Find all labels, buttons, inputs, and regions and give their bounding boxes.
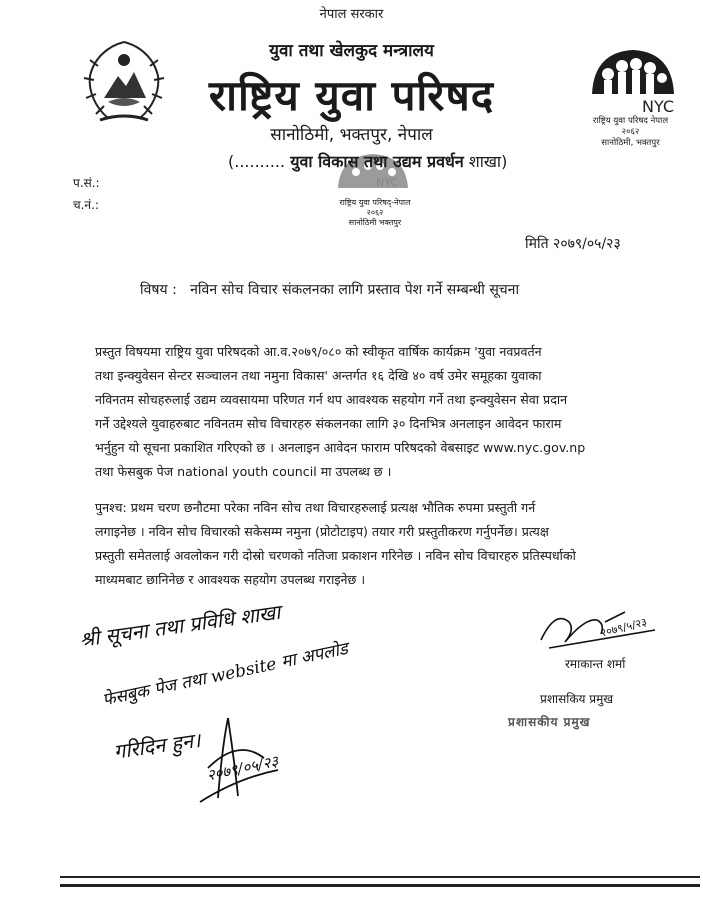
footer-rule-bottom xyxy=(60,884,700,887)
organization-title: राष्ट्रिय युवा परिषद xyxy=(208,71,495,120)
branch-prefix: (.......... xyxy=(228,152,286,171)
paragraph-line: नविनतम सोचहरुलाई उद्यम व्यवसायमा परिणत गर्न थप आवश्यक सहयोग गर्ने तथा इन्क्युवेसन सेवा प्रदान xyxy=(95,392,568,407)
handwritten-note-line2: फेसबुक पेज तथा website मा अपलोड xyxy=(100,638,350,711)
paragraph-line: प्रस्तुत विषयमा राष्ट्रिय युवा परिषदको आ.व.२०७९/०८० को स्वीकृत वार्षिक कार्यक्रम 'युवा नवप्रवर्तन xyxy=(95,344,542,359)
signatory-title-stamp: प्रशासकीय प्रमुख xyxy=(508,715,591,729)
nyc-caption-line2: २०६२ xyxy=(621,127,640,137)
postscript-paragraph xyxy=(95,496,663,592)
letter-date: मिति २०७९/०५/२३ xyxy=(525,236,621,252)
branch-line xyxy=(228,150,507,172)
stamp-line3: सानोठिमी भक्तपुर xyxy=(348,218,402,227)
government-name: नेपाल सरकार xyxy=(319,7,384,22)
signature-date: २०७९/५/२३ xyxy=(599,615,649,640)
handwritten-note-line3: गरिदिन हुन। xyxy=(112,727,202,764)
nyc-caption-line3: सानोठिमी, भक्तपुर xyxy=(601,138,660,148)
ministry-name: युवा तथा खेलकुद मन्त्रालय xyxy=(269,41,434,61)
stamp-line2: २०६२ xyxy=(366,208,384,217)
chalani-number-label: च.नं.: xyxy=(73,198,99,212)
footer-rule-top xyxy=(60,876,700,878)
subject-line xyxy=(140,280,519,299)
paragraph-line: माध्यमबाट छानिनेछ र आवश्यक सहयोग उपलब्ध गराइनेछ । xyxy=(95,572,366,587)
handwritten-note-line1: श्री सूचना तथा प्रविधि शाखा xyxy=(78,599,282,652)
paragraph-line: भर्नुहुन यो सूचना प्रकाशित गरिएको छ । अनलाइन आवेदन फाराम परिषदको वेबसाइट www.nyc.gov.np xyxy=(95,440,586,455)
branch-suffix: शाखा) xyxy=(468,152,508,171)
signatory-title: प्रशासकिय प्रमुख xyxy=(540,692,614,706)
patra-sankhya-label: प.सं.: xyxy=(73,176,100,190)
handwritten-date: २०७९/०५/२३ xyxy=(205,751,280,785)
subject-text: नविन सोच विचार संकलनका लागि प्रस्ताव पेश गर्ने सम्बन्धी सूचना xyxy=(190,282,520,298)
nyc-caption-line1: राष्ट्रिय युवा परिषद नेपाल xyxy=(592,116,669,126)
subject-label: विषय : xyxy=(140,282,177,298)
nyc-logo-letters: NYC xyxy=(642,97,675,116)
paragraph-line: प्रस्तुती समेतलाई अवलोकन गरी दोस्रो चरणको नतिजा प्रकाशन गरिनेछ । नविन सोच विचारहरु प्रतिस्पर्धाको xyxy=(95,548,576,563)
paragraph-line: गर्ने उद्देश्यले युवाहरुबाट नविनतम सोच विचारहरु संकलनका लागि ३० दिनभित्र अनलाइन आवेदन फाराम xyxy=(95,416,562,431)
stamp-line1: राष्ट्रिय युवा परिषद्-नेपाल xyxy=(339,198,411,207)
main-paragraph xyxy=(95,340,663,484)
paragraph-line: तथा इन्क्युवेसन सेन्टर सञ्चालन तथा नमुना विकास' अन्तर्गत १६ देखि ४० वर्ष उमेर समूहका युवाका xyxy=(95,368,542,383)
paragraph-line: तथा फेसबुक पेज national youth council मा उपलब्ध छ । xyxy=(95,464,392,479)
organization-address: सानोठिमी, भक्तपुर, नेपाल xyxy=(270,125,433,145)
office-stamp-text xyxy=(330,198,420,228)
signatory-name: रमाकान्त शर्मा xyxy=(565,657,626,671)
paragraph-line: पुनश्च: प्रथम चरण छनौटमा परेका नविन सोच तथा विचारहरुलाई प्रत्यक्ष भौतिक रुपमा प्रस्तुती गर्न xyxy=(95,500,536,515)
stamp-letters: NYC xyxy=(376,176,399,189)
branch-name: युवा विकास तथा उद्यम प्रवर्धन xyxy=(290,152,464,171)
paragraph-line: लगाइनेछ । नविन सोच विचारको सकेसम्म नमुना (प्रोटोटाइप) तयार गरी प्रस्तुतीकरण गर्नुपर्नेछ। प्रत्यक्ष xyxy=(95,524,549,539)
